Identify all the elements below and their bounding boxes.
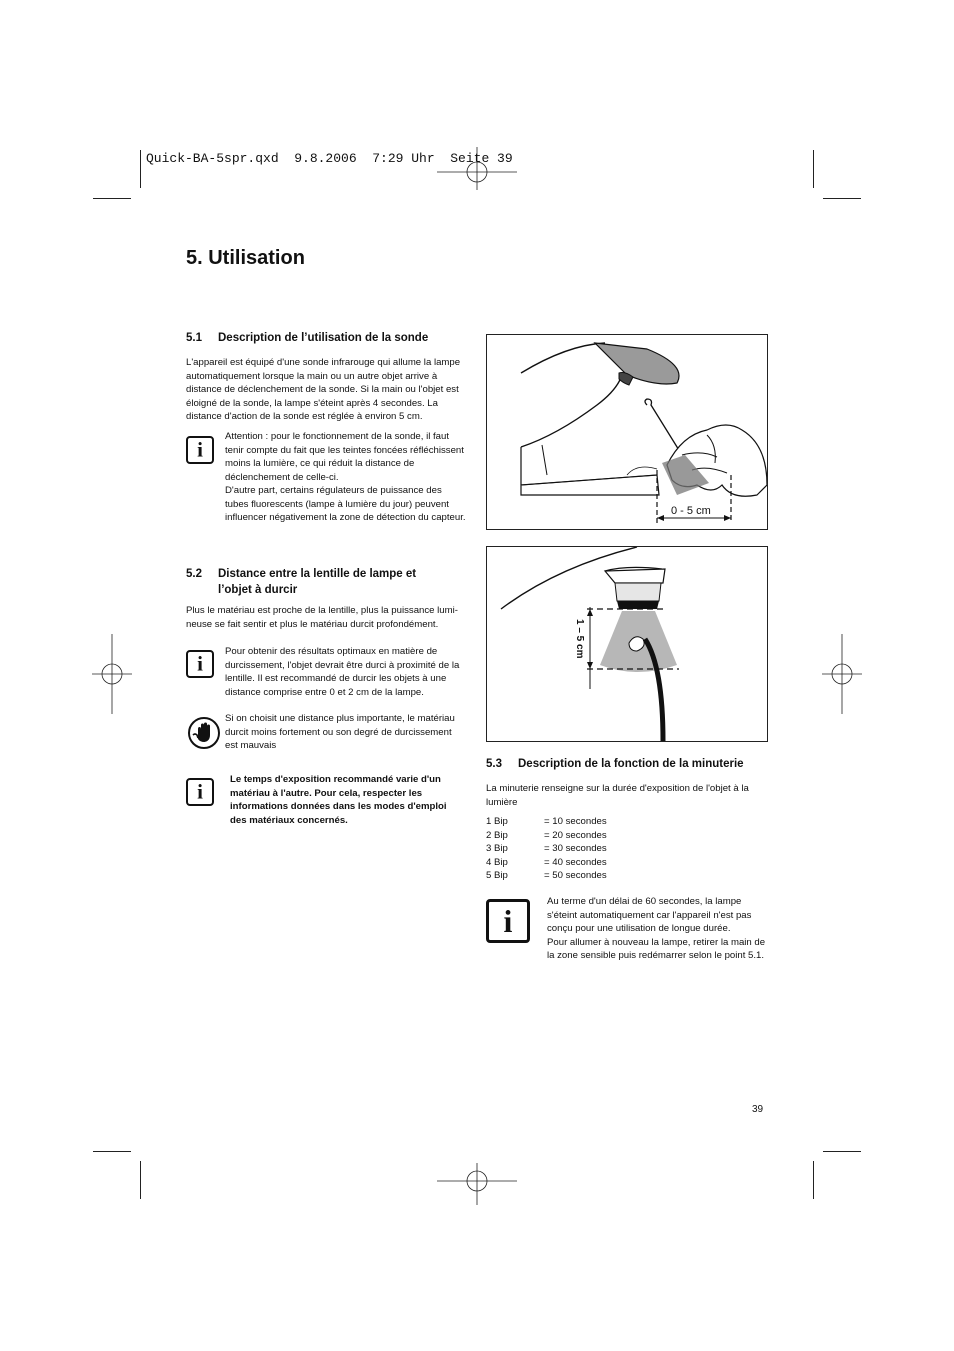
page-title: 5. Utilisation — [186, 247, 305, 269]
crop-mark — [813, 150, 814, 188]
stop-hand-icon — [187, 716, 221, 755]
figure-2-label: 1 – 5 cm — [574, 619, 585, 659]
registration-mark-left — [92, 634, 132, 714]
crop-mark — [93, 198, 131, 199]
page-number: 39 — [752, 1104, 764, 1115]
section-5-2-body: Plus le matériau est proche de la lentille, plus la puissance lumi- neuse se fait sentir et plus le matériau durcit profondément. — [186, 605, 458, 630]
info-note-5-1: i Attention : pour le fonctionnement de la sonde, il faut tenir compte du fait que les teintes foncées réfléchissent moins la lumière, ce qui réduit la distance de déclenchement de celle-ci. D'autre part, certains régulateurs de puissance des tubes fluorescents (lampe à lumière du jour) peuvent influencer négativement la zone de détection du capteur. — [186, 430, 476, 525]
bip-table — [486, 815, 607, 883]
figure-sensor-distance — [486, 334, 768, 530]
info-icon: i — [486, 899, 530, 943]
section-5-1-body: L'appareil est équipé d'une sonde infrarouge qui allume la lampe automatiquement lorsque la main ou un autre objet arrive à distance de déclenchement de la sonde. Si la main ou l'objet est éloigné de la sonde, la lampe s'éteint après 4 secondes. La distance d'action de la sonde est réglée à environ 5 cm. — [186, 357, 461, 422]
table-row: 4 Bip = 40 secondes — [486, 856, 607, 868]
info-note-5-2: i Pour obtenir des résultats optimaux en matière de durcissement, l'objet devrait être durci à proximité de la lentille. Il est recommandé de durcir les objets à une distance comprise entre 0 et 2 cm de la lampe. — [186, 645, 476, 699]
table-row: 5 Bip = 50 secondes — [486, 870, 607, 881]
crop-mark — [140, 1161, 141, 1199]
section-heading-5-1: 5.1 Description de l’utilisation de la sonde — [186, 332, 429, 344]
info-note-5-2-exposure: i Le temps d'exposition recommandé varie d'un matériau à l'autre. Pour cela, respecter les informations données dans les modes d'emploi des matériaux concernés. — [186, 773, 476, 827]
table-row: 1 Bip = 10 secondes — [486, 816, 607, 827]
table-row: 3 Bip = 30 secondes — [486, 843, 607, 854]
registration-mark-bottom — [437, 1141, 517, 1221]
crop-mark — [823, 1151, 861, 1152]
crop-mark — [140, 150, 141, 188]
registration-mark-top — [437, 132, 517, 212]
file-slug: Quick-BA-5spr.qxd 9.8.2006 7:29 Uhr Seite 39 — [146, 151, 513, 166]
section-5-3-body: La minuterie renseigne sur la durée d'exposition de l'objet à la lumière — [486, 783, 749, 808]
registration-mark-right — [822, 634, 862, 714]
info-icon: i — [186, 436, 214, 464]
figure-lens-distance — [486, 546, 768, 742]
crop-mark — [813, 1161, 814, 1199]
crop-mark — [93, 1151, 131, 1152]
info-note-5-3: i Au terme d'un délai de 60 secondes, la lampe s'éteint automatiquement car l'appareil n'est pas conçu pour une utilisation de longue durée. Pour allumer à nouveau la lampe, retirer la main de la zone sensible puis redémarrer selon le point 5.1. — [486, 895, 770, 963]
crop-mark — [823, 198, 861, 199]
section-heading-5-3: 5.3 Description de la fonction de la minuterie — [486, 758, 744, 770]
section-heading-5-2: 5.2 Distance entre la lentille de lampe et l’objet à durcir — [186, 568, 417, 596]
figure-1-label: 0 - 5 cm — [671, 505, 711, 517]
info-icon: i — [186, 778, 214, 806]
table-row: 2 Bip = 20 secondes — [486, 829, 607, 841]
info-icon: i — [186, 650, 214, 678]
warning-note-5-2: Si on choisit une distance plus importante, le matériau durcit moins fortement ou son degré de durcissement est mauvais — [186, 712, 476, 753]
